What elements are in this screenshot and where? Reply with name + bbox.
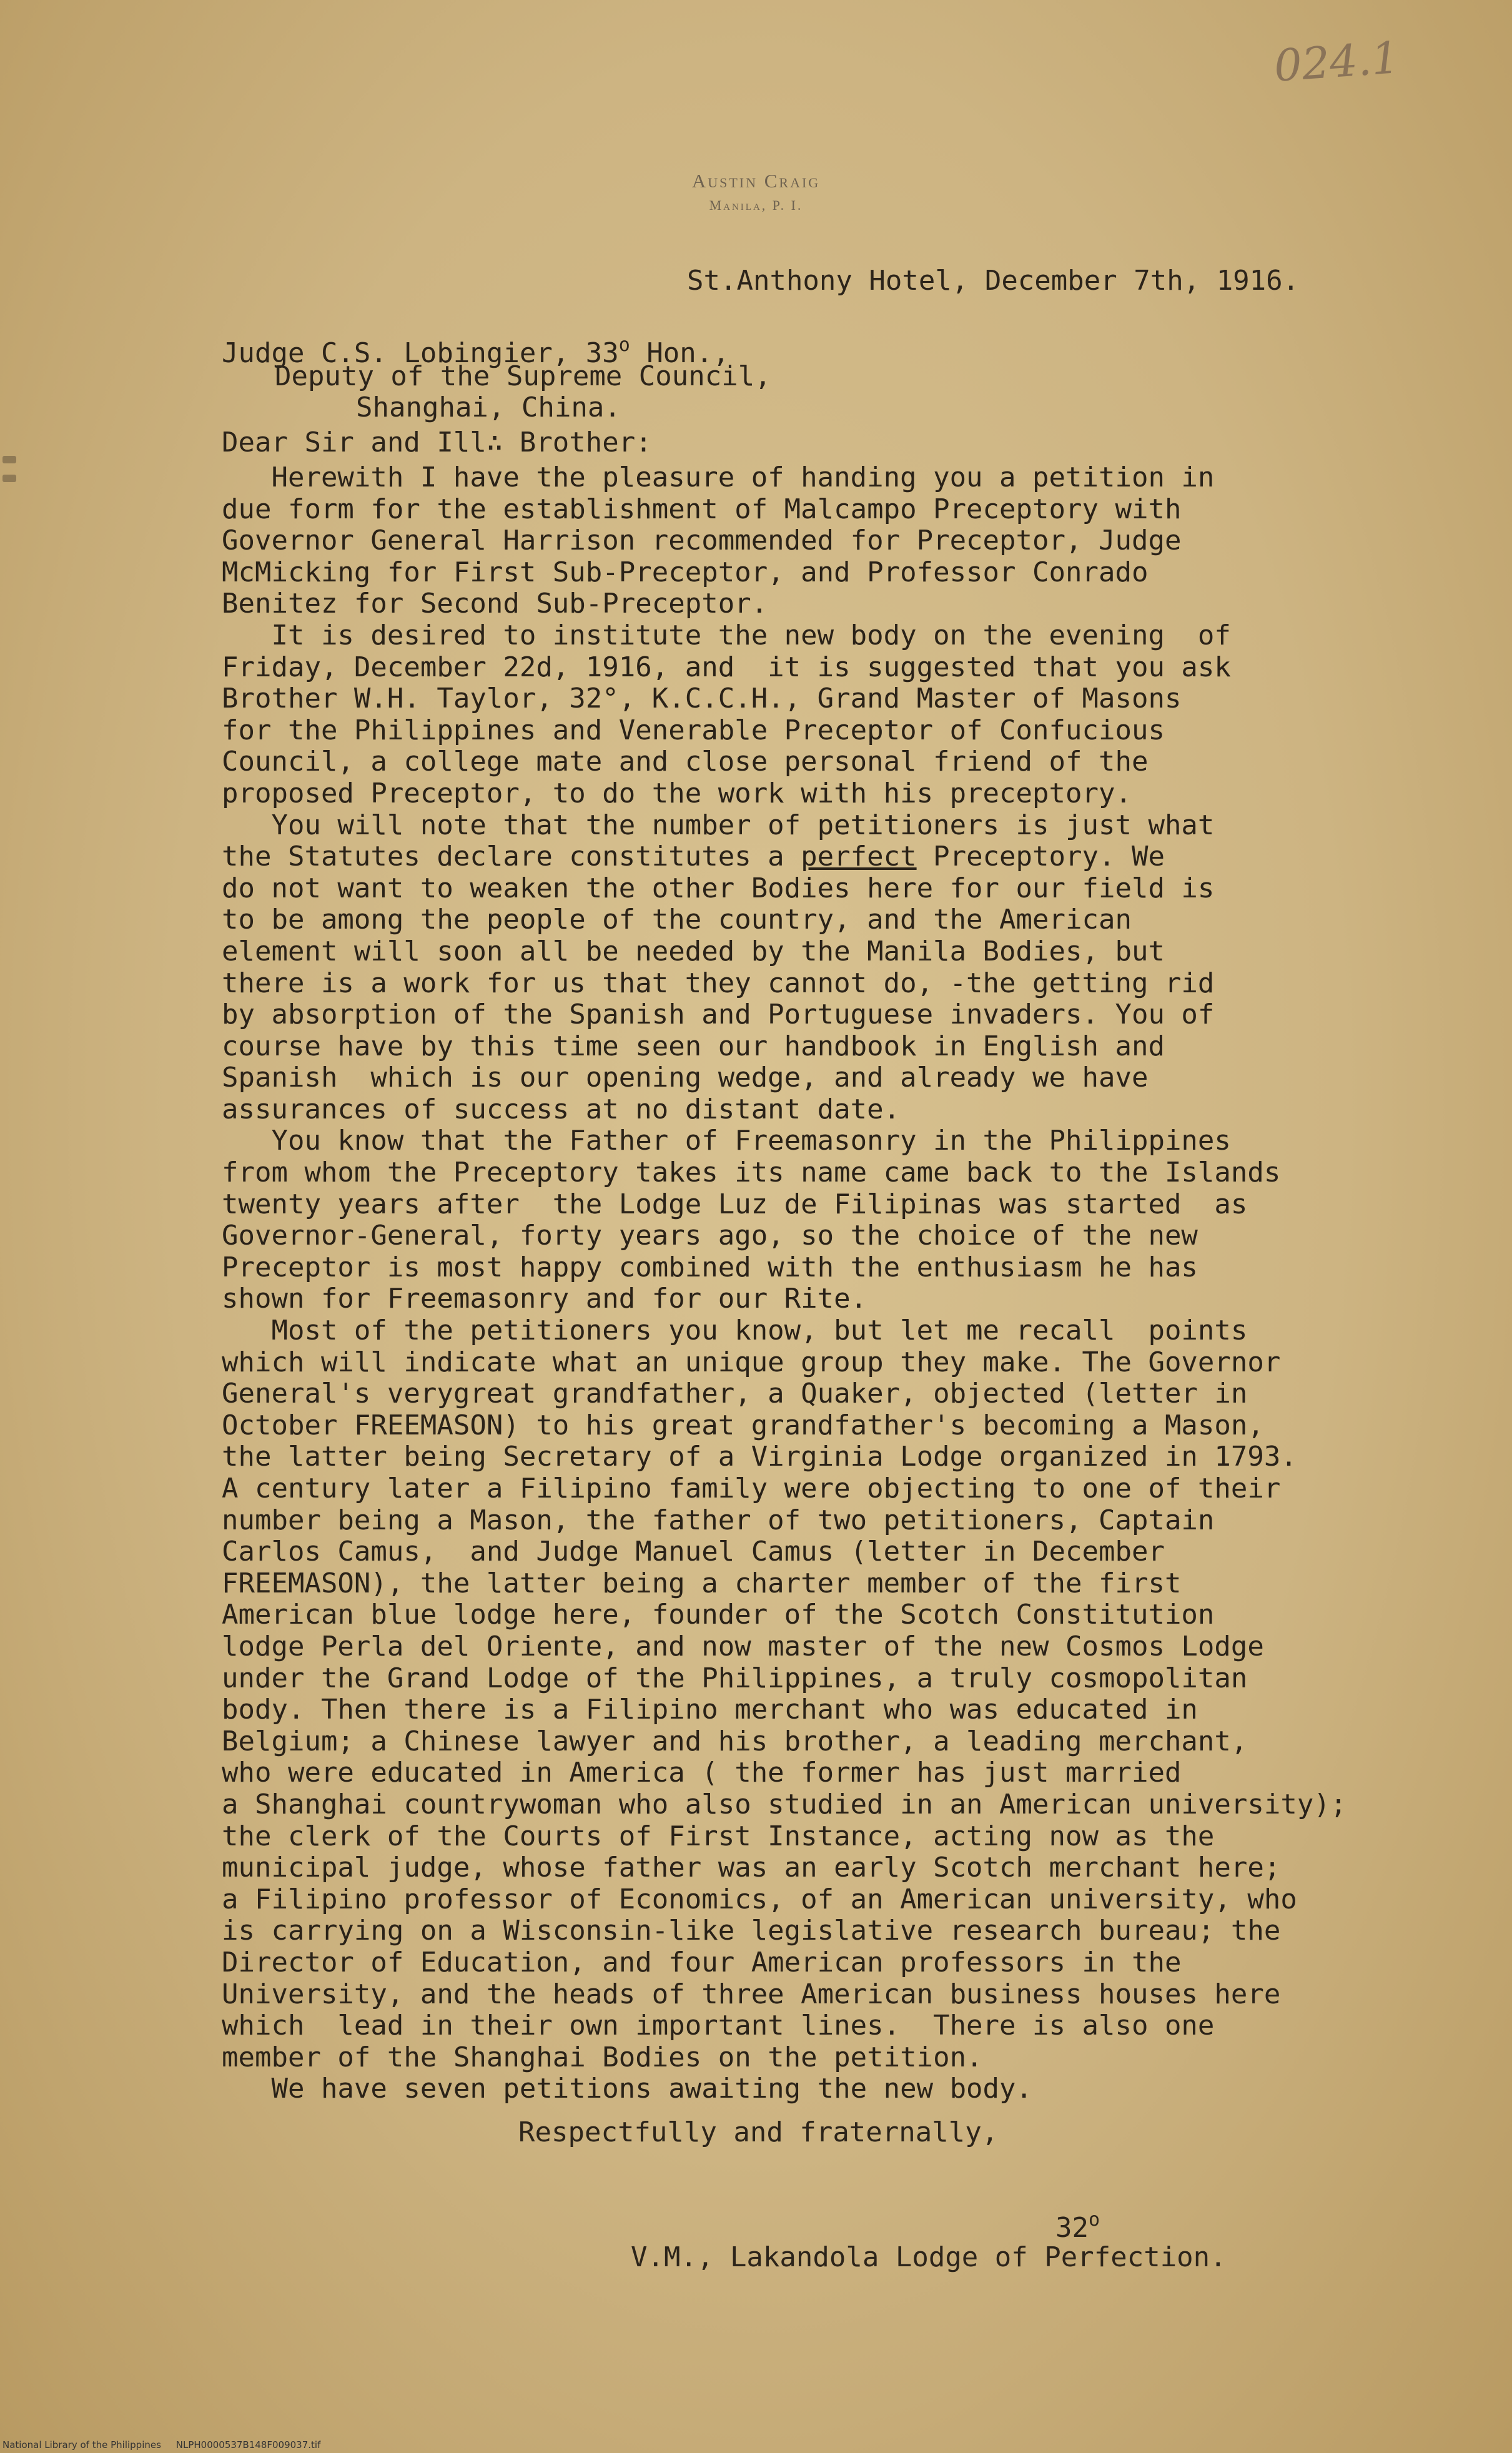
salutation: Dear Sir and Ill∴ Brother: <box>222 427 652 458</box>
body-line-start: the Statutes declare constitutes a <box>222 841 801 873</box>
body-line: A century later a Filipino family were objecting to one of their <box>222 1473 1281 1504</box>
body-line: element will soon all be needed by the Manila Bodies, but <box>222 935 1165 967</box>
body-line: number being a Mason, the father of two petitioners, Captain <box>222 1504 1215 1536</box>
body-line: municipal judge, whose father was an early Scotch merchant here; <box>222 1852 1281 1884</box>
body-line: member of the Shanghai Bodies on the petition. <box>222 2041 983 2073</box>
body-line: We have seven petitions awaiting the new body. <box>222 2073 1033 2105</box>
signature-title: V.M., Lakandola Lodge of Perfection. <box>631 2241 1227 2273</box>
body-line: Carlos Camus, and Judge Manuel Camus (letter in December <box>222 1536 1165 1568</box>
body-line: a Shanghai countrywoman who also studied in an American university); <box>222 1788 1347 1820</box>
body-line: You will note that the number of petitioners is just what <box>222 809 1215 841</box>
body-line: assurances of success at no distant date. <box>222 1093 901 1125</box>
body-line: body. Then there is a Filipino merchant who was educated in <box>222 1694 1198 1726</box>
body-line: Herewith I have the pleasure of handing you a petition in <box>222 461 1215 493</box>
degree-number: 32 <box>1055 2212 1089 2244</box>
body-line: lodge Perla del Oriente, and now master of the new Cosmos Lodge <box>222 1630 1264 1662</box>
body-line: Governor-General, forty years ago, so the choice of the new <box>222 1220 1198 1252</box>
body-line: American blue lodge here, founder of the Scotch Constitution <box>222 1599 1215 1631</box>
body-line: Preceptor is most happy combined with the enthusiasm he has <box>222 1251 1198 1283</box>
complimentary-close: Respectfully and fraternally, <box>518 2116 999 2148</box>
underlined-word: perfect <box>801 841 917 873</box>
archive-footer: National Library of the Philippines NLPH0000537B148F009037.tif <box>2 2439 321 2451</box>
body-line: Spanish which is our opening wedge, and already we have <box>222 1062 1149 1094</box>
body-line: the clerk of the Courts of First Instance, acting now as the <box>222 1820 1215 1852</box>
degree-mark: o <box>618 334 630 356</box>
body-line: the latter being Secretary of a Virginia Lodge organized in 1793. <box>222 1441 1297 1473</box>
body-line: Benitez for Second Sub-Preceptor. <box>222 588 768 620</box>
body-line: for the Philippines and Venerable Preceptor of Confucious <box>222 714 1165 746</box>
letterhead-name: Austin Craig <box>691 170 821 192</box>
body-line-end: Preceptory. We <box>916 841 1165 873</box>
body-line: do not want to weaken the other Bodies here for our field is <box>222 872 1215 904</box>
addressee-line-3: Shanghai, China. <box>356 392 621 423</box>
body-line: It is desired to institute the new body on the evening of <box>222 619 1231 651</box>
body-line: from whom the Preceptory takes its name came back to the Islands <box>222 1157 1281 1189</box>
body-line: there is a work for us that they cannot do, -the getting rid <box>222 967 1215 999</box>
punch-mark <box>2 456 16 463</box>
letter-body <box>222 462 1346 2105</box>
punch-mark <box>2 475 16 482</box>
body-line: You know that the Father of Freemasonry in the Philippines <box>222 1125 1231 1157</box>
body-line: twenty years after the Lodge Luz de Filipinas was started as <box>222 1188 1248 1220</box>
dateline: St.Anthony Hotel, December 7th, 1916. <box>687 265 1300 297</box>
body-line: Brother W.H. Taylor, 32°, K.C.C.H., Grand Master of Masons <box>222 683 1182 715</box>
body-line: Governor General Harrison recommended for Preceptor, Judge <box>222 525 1182 557</box>
body-line: course have by this time seen our handbook in English and <box>222 1030 1165 1062</box>
body-line: shown for Freemasonry and for our Rite. <box>222 1283 867 1315</box>
body-line: proposed Preceptor, to do the work with his preceptory. <box>222 777 1132 809</box>
body-line: Most of the petitioners you know, but let me recall points <box>222 1315 1248 1347</box>
body-line-with-underline <box>222 841 1346 873</box>
body-line: to be among the people of the country, and the American <box>222 904 1132 936</box>
addressee-line-2: Deputy of the Supreme Council, <box>275 360 771 392</box>
body-line: a Filipino professor of Economics, of an American university, who <box>222 1883 1297 1915</box>
body-line: FREEMASON), the latter being a charter member of the first <box>222 1567 1182 1599</box>
addressee-honor: Hon., <box>630 337 729 369</box>
body-line: October FREEMASON) to his great grandfather's becoming a Mason, <box>222 1409 1264 1441</box>
body-line: Council, a college mate and close personal friend of the <box>222 746 1149 778</box>
body-line: McMicking for First Sub-Preceptor, and Professor Conrado <box>222 556 1149 588</box>
body-line: which will indicate what an unique group they make. The Governor <box>222 1346 1281 1378</box>
body-line: who were educated in America ( the former has just married <box>222 1757 1182 1789</box>
archive-number-annotation: 024.1 <box>1272 32 1401 92</box>
body-line: Belgium; a Chinese lawyer and his brother, a leading merchant, <box>222 1725 1248 1757</box>
body-line: University, and the heads of three American business houses here <box>222 1978 1281 2010</box>
degree-mark: o <box>1088 2209 1100 2231</box>
body-line: Director of Education, and four American professors in the <box>222 1946 1182 1978</box>
body-line: under the Grand Lodge of the Philippines, a truly cosmopolitan <box>222 1662 1248 1694</box>
body-line: which lead in their own important lines. There is also one <box>222 2010 1215 2042</box>
body-line: Friday, December 22d, 1916, and it is suggested that you ask <box>222 651 1231 683</box>
addressee-name: Judge C.S. Lobingier, 33 <box>222 337 619 369</box>
body-line: General's verygreat grandfather, a Quaker, objected (letter in <box>222 1378 1248 1410</box>
letterhead-place: Manila, P. I. <box>709 197 803 213</box>
signature-degree <box>1055 2204 1100 2244</box>
body-line: is carrying on a Wisconsin-like legislative research bureau; the <box>222 1915 1281 1947</box>
body-line: due form for the establishment of Malcampo Preceptory with <box>222 493 1182 525</box>
body-line: by absorption of the Spanish and Portuguese invaders. You of <box>222 999 1215 1031</box>
